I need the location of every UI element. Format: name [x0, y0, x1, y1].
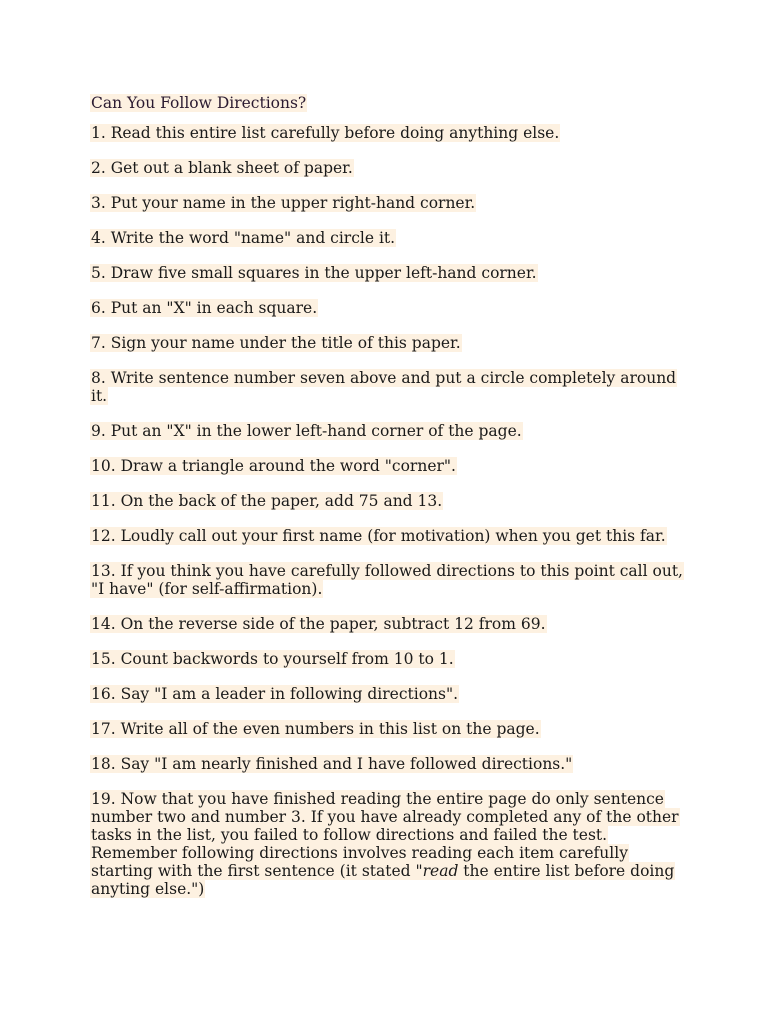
- list-item: [90, 299, 690, 317]
- list-item: [90, 492, 690, 510]
- list-item: [90, 334, 690, 352]
- list-item-text: 18. Say "I am nearly finished and I have followed directions.": [91, 755, 573, 773]
- list-item: [90, 755, 690, 773]
- list-item: [90, 562, 690, 598]
- final-text-emphasis: read: [422, 862, 459, 880]
- list-item-text: 4. Write the word "name" and circle it.: [91, 229, 396, 247]
- list-item: [90, 685, 690, 703]
- list-item: [90, 369, 690, 405]
- list-item-text: 7. Sign your name under the title of this paper.: [91, 334, 461, 352]
- list-item-text: [90, 790, 680, 898]
- final-text-after: the entire list before doing anyting else."): [91, 862, 675, 898]
- directions-list: [90, 124, 698, 898]
- list-item-text: 6. Put an "X" in each square.: [91, 299, 318, 317]
- list-item-text: 5. Draw five small squares in the upper left-hand corner.: [91, 264, 537, 282]
- title-text: Can You Follow Directions?: [91, 94, 307, 112]
- list-item-final: [90, 790, 690, 898]
- list-item-text: 13. If you think you have carefully followed directions to this point call out, "I have" (for self-affirmation).: [91, 562, 683, 598]
- list-item-text: 9. Put an "X" in the lower left-hand corner of the page.: [91, 422, 522, 440]
- list-item: [90, 720, 690, 738]
- list-item: [90, 527, 690, 545]
- list-item: [90, 650, 690, 668]
- list-item-text: 16. Say "I am a leader in following directions".: [91, 685, 459, 703]
- final-text-before: 19. Now that you have finished reading the entire page do only sentence number two and number 3. If you have already completed any of the other tasks in the list, you failed to follow directions and failed the test. Remember following directions involves reading each item carefully starting with the first sentence (it stated ": [91, 790, 679, 880]
- list-item: [90, 124, 690, 142]
- list-item: [90, 159, 690, 177]
- list-item-text: 3. Put your name in the upper right-hand corner.: [91, 194, 476, 212]
- list-item-text: 8. Write sentence number seven above and put a circle completely around it.: [91, 369, 677, 405]
- list-item: [90, 194, 690, 212]
- list-item-text: 12. Loudly call out your first name (for motivation) when you get this far.: [91, 527, 666, 545]
- list-item-text: 11. On the back of the paper, add 75 and 13.: [91, 492, 443, 510]
- list-item-text: 17. Write all of the even numbers in this list on the page.: [91, 720, 540, 738]
- list-item: [90, 229, 690, 247]
- list-item: [90, 264, 690, 282]
- list-item-text: 10. Draw a triangle around the word "corner".: [91, 457, 456, 475]
- list-item-text: 2. Get out a blank sheet of paper.: [91, 159, 353, 177]
- list-item: [90, 457, 690, 475]
- document-title: [90, 92, 698, 114]
- list-item-text: 14. On the reverse side of the paper, subtract 12 from 69.: [91, 615, 546, 633]
- list-item: [90, 422, 690, 440]
- list-item-text: 15. Count backwords to yourself from 10 to 1.: [91, 650, 454, 668]
- list-item: [90, 615, 690, 633]
- list-item-text: 1. Read this entire list carefully before doing anything else.: [91, 124, 560, 142]
